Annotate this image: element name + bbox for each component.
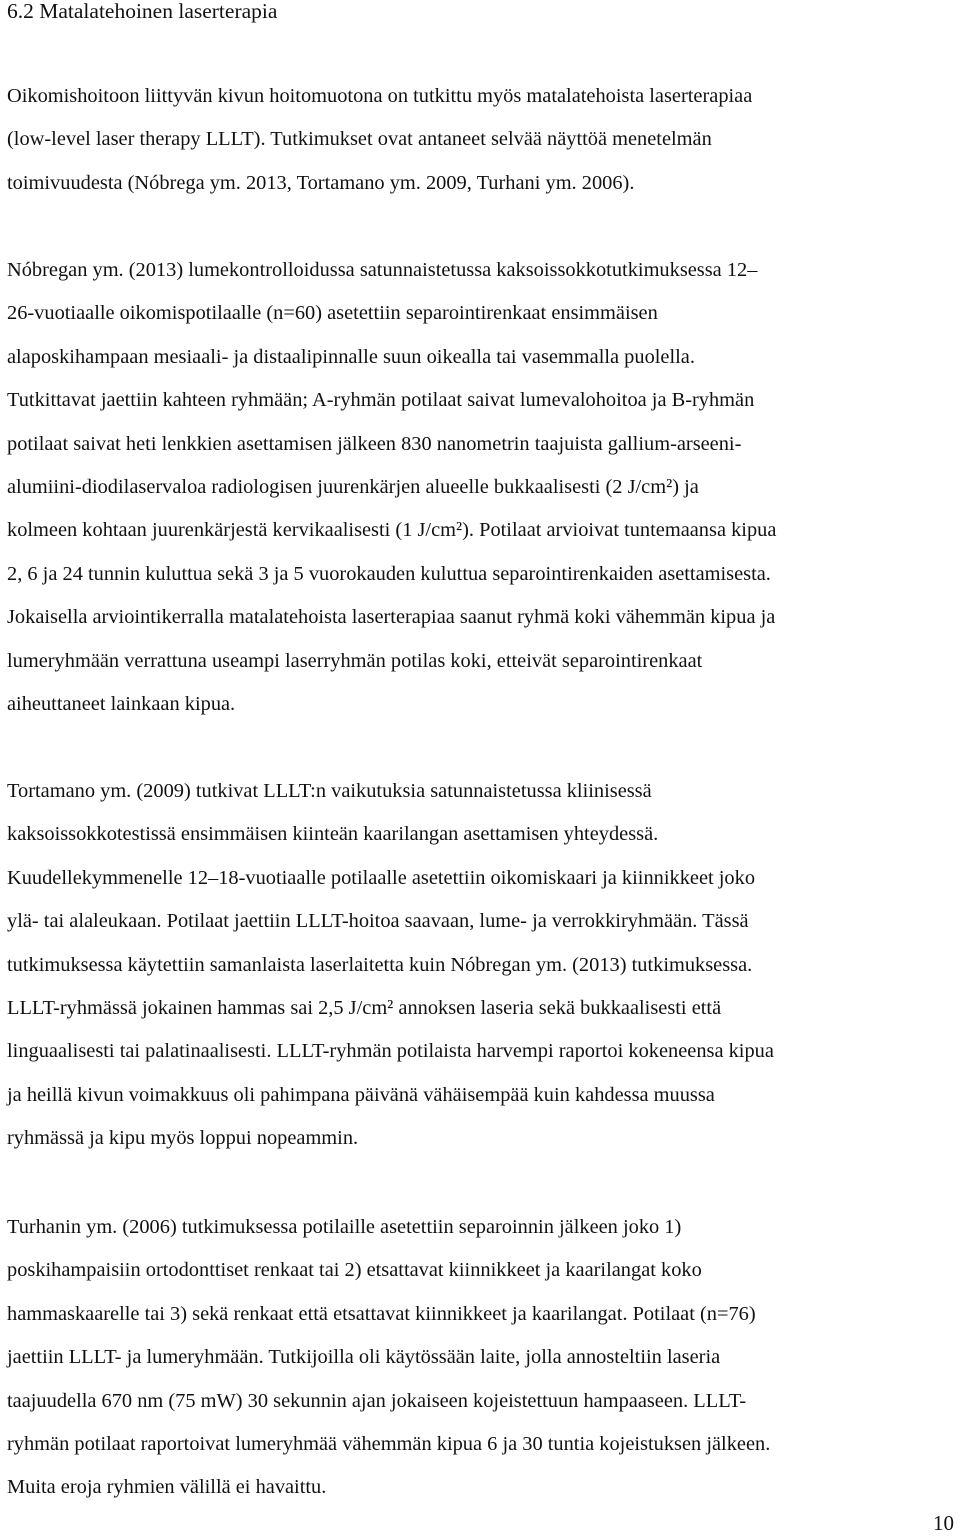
paragraph-nobrega xyxy=(7,249,776,726)
text-line: alumiini-diodilaservaloa radiologisen juurenkärjen alueelle bukkaalisesti (2 J/cm²) ja xyxy=(7,475,699,498)
text-line: ja heillä kivun voimakkuus oli pahimpana päivänä vähäisempää kuin kahdessa muussa xyxy=(7,1083,715,1106)
text-line: 2, 6 ja 24 tunnin kuluttua sekä 3 ja 5 vuorokauden kuluttua separointirenkaiden asettamisesta. xyxy=(7,562,771,585)
text-line: kaksoissokkotestissä ensimmäisen kiinteän kaarilangan asettamisen yhteydessä. xyxy=(7,823,659,846)
section-heading: 6.2 Matalatehoinen laserterapia xyxy=(7,0,278,23)
text-line: Muita eroja ryhmien välillä ei havaittu. xyxy=(7,1476,327,1499)
text-line: aiheuttaneet lainkaan kipua. xyxy=(7,692,236,715)
paragraph-turhani xyxy=(7,1206,770,1510)
text-line: poskihampaisiin ortodonttiset renkaat tai 2) etsattavat kiinnikkeet ja kaarilangat koko xyxy=(7,1259,702,1282)
text-line: jaettiin LLLT- ja lumeryhmään. Tutkijoilla oli käytössään laite, jolla annosteltiin laseria xyxy=(7,1346,721,1369)
text-line: Jokaisella arviointikerralla matalatehoista laserterapiaa saanut ryhmä koki vähemmän kipua ja xyxy=(7,606,776,629)
text-line: hammaskaarelle tai 3) sekä renkaat että etsattavat kiinnikkeet ja kaarilangat. Potilaat (n=76) xyxy=(7,1302,756,1325)
text-line: potilaat saivat heti lenkkien asettamisen jälkeen 830 nanometrin taajuista gallium-arseeni- xyxy=(7,432,742,455)
text-line: ryhmässä ja kipu myös loppui nopeammin. xyxy=(7,1127,359,1150)
text-line: Kuudellekymmenelle 12–18-vuotiaalle potilaalle asetettiin oikomiskaari ja kiinnikkeet joko xyxy=(7,866,756,889)
text-line: taajuudella 670 nm (75 mW) 30 sekunnin ajan jokaiseen kojeistettuun hampaaseen. LLLT- xyxy=(7,1389,747,1412)
text-line: linguaalisesti tai palatinaalisesti. LLLT-ryhmän potilaista harvempi raportoi kokeneensa kipua xyxy=(7,1040,774,1063)
paragraph-tortamano xyxy=(7,770,774,1161)
text-line: Tutkittavat jaettiin kahteen ryhmään; A-ryhmän potilaat saivat lumevalohoitoa ja B-ryhmän xyxy=(7,389,755,412)
text-line: lumeryhmään verrattuna useampi laserryhmän potilas koki, etteivät separointirenkaat xyxy=(7,649,703,672)
text-line: tutkimuksessa käytettiin samanlaista laserlaitetta kuin Nóbregan ym. (2013) tutkimuksessa. xyxy=(7,953,753,976)
text-line: Nóbregan ym. (2013) lumekontrolloidussa satunnaistetussa kaksoissokkotutkimuksessa 12– xyxy=(7,259,758,281)
text-line: ryhmän potilaat raportoivat lumeryhmää vähemmän kipua 6 ja 30 tuntia kojeistuksen jälkeen. xyxy=(7,1432,771,1455)
text-line: Tortamano ym. (2009) tutkivat LLLT:n vaikutuksia satunnaistetussa kliinisessä xyxy=(7,780,652,802)
text-line: alaposkihampaan mesiaali- ja distaalipinnalle suun oikealla tai vasemmalla puolella. xyxy=(7,345,695,368)
text-line: ylä- tai alaleukaan. Potilaat jaettiin LLLT-hoitoa saavaan, lume- ja verrokkiryhmään. Tässä xyxy=(7,910,749,933)
page-number: 10 xyxy=(933,1511,954,1535)
text-line: Oikomishoitoon liittyvän kivun hoitomuotona on tutkittu myös matalatehoista laserterapiaa xyxy=(7,85,753,107)
text-line: Turhanin ym. (2006) tutkimuksessa potilaille asetettiin separoinnin jälkeen joko 1) xyxy=(7,1216,682,1238)
paragraph-intro xyxy=(7,75,752,205)
text-line: kolmeen kohtaan juurenkärjestä kervikaalisesti (1 J/cm²). Potilaat arvioivat tuntemaansa kipua xyxy=(7,519,777,542)
text-line: (low-level laser therapy LLLT). Tutkimukset ovat antaneet selvää näyttöä menetelmän xyxy=(7,128,712,151)
text-line: LLLT-ryhmässä jokainen hammas sai 2,5 J/cm² annoksen laseria sekä bukkaalisesti että xyxy=(7,996,722,1019)
text-line: 26-vuotiaalle oikomispotilaalle (n=60) asetettiin separointirenkaat ensimmäisen xyxy=(7,302,658,325)
text-line: toimivuudesta (Nóbrega ym. 2013, Tortamano ym. 2009, Turhani ym. 2006). xyxy=(7,171,635,194)
